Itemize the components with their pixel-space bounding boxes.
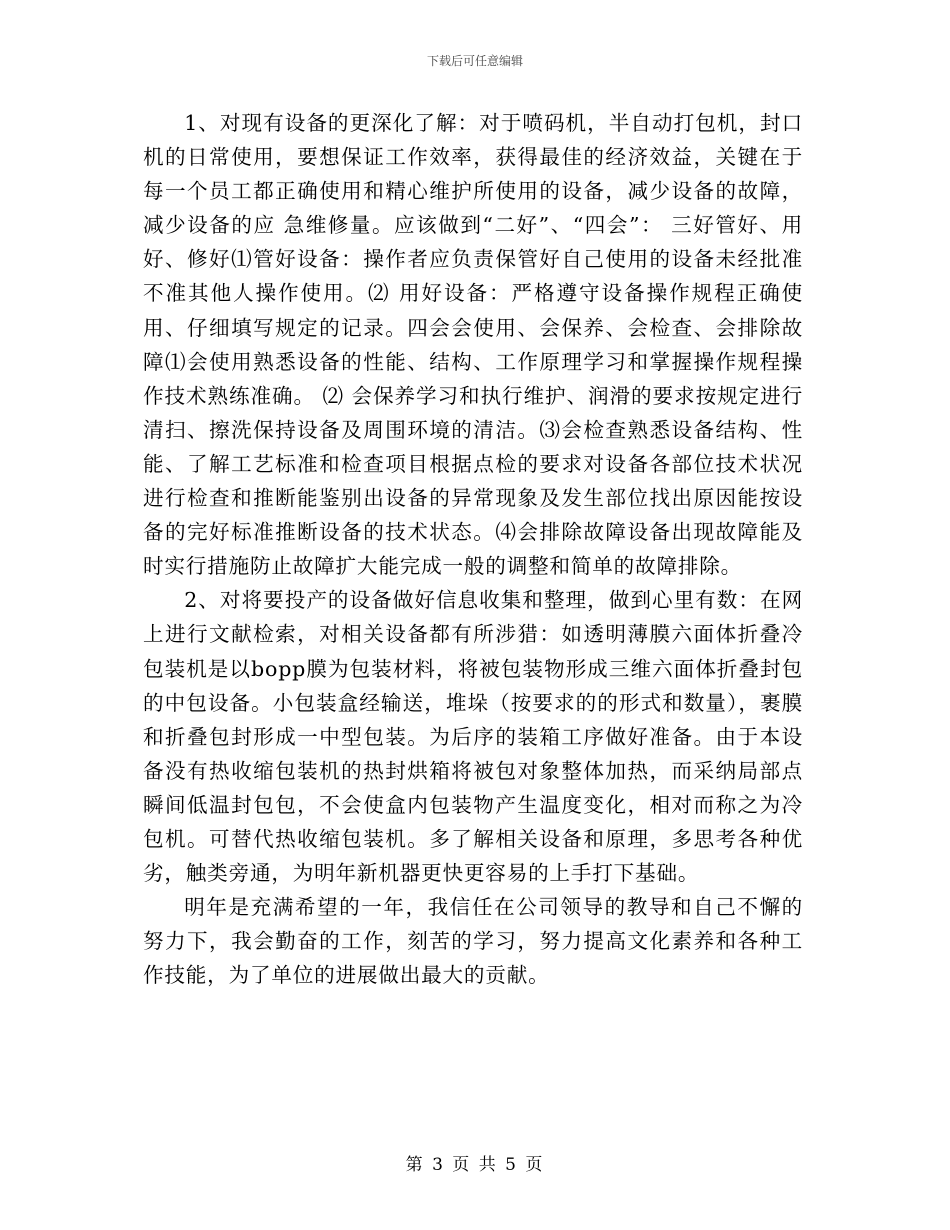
paragraph-new-equipment-research: 2、对将要投产的设备做好信息收集和整理，做到心里有数：在网上进行文献检索，对相关设备都有所涉猎：如透明薄膜六面体折叠冷包装机是以bopp膜为包装材料，将被包装物形成三维六面体折叠封包的中包设备。小包装盒经输送，堆垛（按要求的的形式和数量），裹膜和折叠包封形成一中型包装。为后序的装箱工序做好准备。由于本设备没有热收缩包装机的热封烘箱将被包对象整体加热，而采纳局部点瞬间低温封包包，不会使盒内包装物产生温度变化，相对而称之为冷包机。可替代热收缩包装机。多了解相关设备和原理，多思考各种优劣，触类旁通，为明年新机器更快更容易的上手打下基础。	[143, 588, 803, 886]
page-header: 下载后可任意编辑	[426, 54, 523, 68]
paragraph-equipment-knowledge: 1、对现有设备的更深化了解：对于喷码机，半自动打包机，封口机的日常使用，要想保证工作效率，获得最佳的经济效益，关键在于每一个员工都正确使用和精心维护所使用的设备，减少设备的故障，减少设备的应 急维修量。应该做到“二好”、“四会”： 三好管好、用好、修好⑴管好设备：操作者应负责保管好自己使用的设备未经批准不准其他人操作使用。⑵ 用好设备：严格遵守设备操作规程正确使用、仔细填写规定的记录。四会会使用、会保养、会检查、会排除故障⑴会使用熟悉设备的性能、结构、工作原理学习和掌握操作规程操作技术熟练准确。 ⑵ 会保养学习和执行维护、润滑的要求按规定进行清扫、擦洗保持设备及周围环境的清洁。⑶会检查熟悉设备结构、性能、了解工艺标准和检查项目根据点检的要求对设备各部位技术状况进行检查和推断能鉴别出设备的异常现象及发生部位找出原因能按设备的完好标准推断设备的技术状态。⑷会排除故障设备出现故障能及时实行措施防止故障扩大能完成一般的调整和简单的故障排除。	[143, 111, 803, 579]
page-number-footer: 第 3 页 共 5 页	[405, 1155, 545, 1175]
paragraph-next-year-outlook: 明年是充满希望的一年，我信任在公司领导的教导和自己不懈的努力下，我会勤奋的工作，刻苦的学习，努力提高文化素养和各种工作技能，为了单位的进展做出最大的贡献。	[143, 895, 803, 988]
document-body	[143, 106, 803, 992]
